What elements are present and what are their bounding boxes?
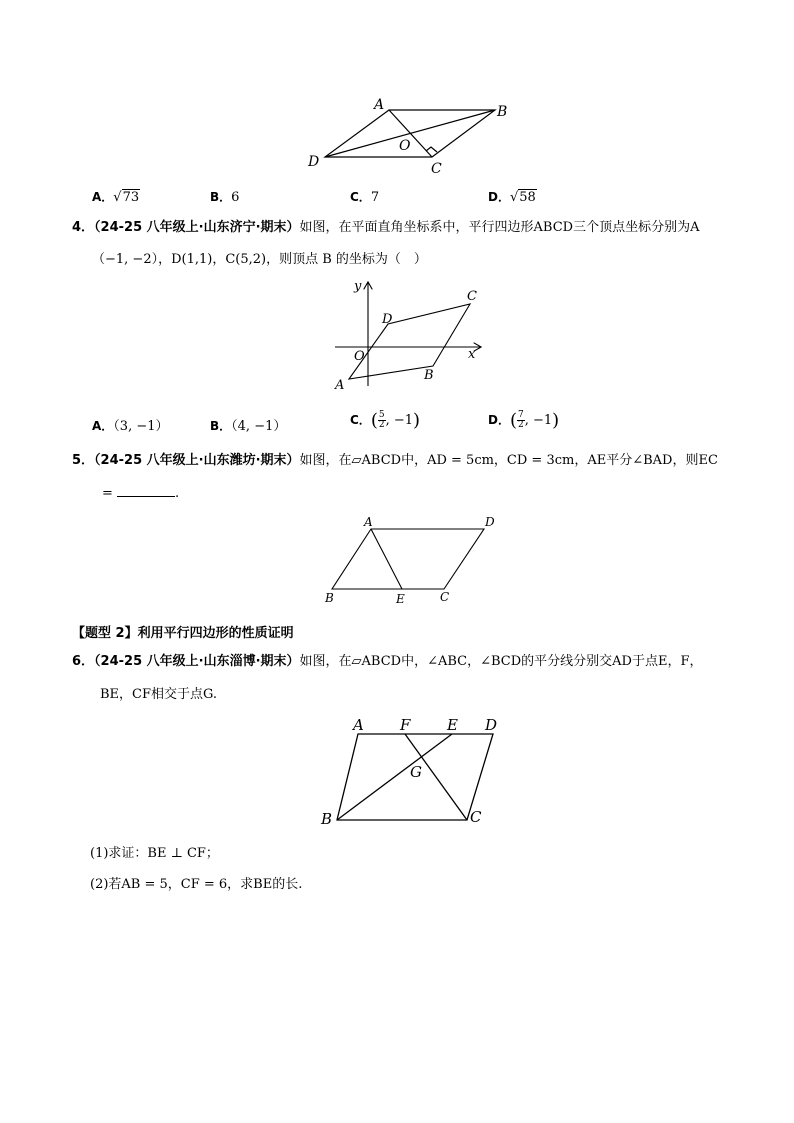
q3-option-b[interactable]: B．6 <box>210 190 240 205</box>
q4-source: （24-25 八年级上·山东济宁·期末） <box>94 220 300 235</box>
q4-label-d: D <box>382 312 393 327</box>
q5-answer-blank[interactable] <box>117 484 175 497</box>
q5-label-e: E <box>396 592 405 606</box>
section-heading-type2: 【题型 2】利用平行四边形的性质证明 <box>72 626 294 641</box>
q4-label-o: O <box>354 349 365 364</box>
q6-sub1: (1)求证：BE ⊥ CF； <box>90 846 219 861</box>
q3-label-a: A <box>374 97 385 113</box>
q4-label-y: y <box>354 279 362 294</box>
q3-option-a[interactable]: A．√73 <box>92 190 140 205</box>
q5-source: （24-25 八年级上·山东潍坊·期末） <box>94 453 300 468</box>
q6-label-d: D <box>485 716 498 734</box>
q4-parallelogram <box>349 304 470 379</box>
q6-label-g: G <box>410 763 422 781</box>
q4-option-a[interactable]: A．（3, −1） <box>92 419 169 434</box>
q6-label-f: F <box>400 716 411 734</box>
q3-label-d: D <box>308 154 320 170</box>
q6-figure <box>315 712 515 832</box>
q4-number: 4． <box>72 220 95 235</box>
q6-label-c: C <box>470 808 482 826</box>
q3-right-angle-mark <box>426 147 437 152</box>
q4-option-b[interactable]: B．（4, −1） <box>210 419 287 434</box>
q3-label-c: C <box>431 161 442 177</box>
q3-label-b: B <box>497 104 508 120</box>
q5-parallelogram <box>332 529 484 589</box>
q4-label-x: x <box>468 347 476 362</box>
q4-label-a: A <box>335 378 345 393</box>
q5-figure <box>320 512 500 607</box>
q6-source: （24-25 八年级上·山东淄博·期末） <box>94 654 300 669</box>
q3-option-d[interactable]: D．√58 <box>488 190 536 205</box>
q5-line1 <box>72 452 718 470</box>
q4-label-b: B <box>424 368 434 383</box>
q6-label-b: B <box>321 810 333 828</box>
q4-label-c: C <box>467 289 477 304</box>
q4-text-1: 如图，在平面直角坐标系中，平行四边形ABCD三个顶点坐标分别为A <box>299 220 700 235</box>
q6-label-a: A <box>353 716 364 734</box>
q5-label-c: C <box>440 590 450 604</box>
q5-number: 5． <box>72 453 95 468</box>
q5-text-1: 如图，在▱ABCD中，AD = 5cm，CD = 3cm，AE平分∠BAD，则EC <box>299 453 718 468</box>
q5-label-d: D <box>485 515 495 529</box>
q6-label-e: E <box>447 716 458 734</box>
q4-line1 <box>72 219 699 237</box>
q6-line2: BE，CF相交于点G. <box>100 687 218 702</box>
q6-number: 6． <box>72 654 95 669</box>
q4-line2: （−1, −2），D(1,1)，C(5,2)，则顶点 B 的坐标为（ ） <box>92 252 427 267</box>
q4-figure <box>330 278 490 396</box>
q5-label-a: A <box>364 515 373 529</box>
q3-option-c[interactable]: C．7 <box>350 190 380 205</box>
q6-text-1: 如图，在▱ABCD中，∠ABC，∠BCD的平分线分别交AD于点E，F， <box>299 654 703 669</box>
q3-figure <box>300 95 520 180</box>
q6-sub2: (2)若AB = 5，CF = 6，求BE的长. <box>90 877 303 892</box>
q5-label-b: B <box>325 591 334 605</box>
q5-segment-ae <box>371 529 402 589</box>
q4-option-d[interactable]: D．( $\frac{7}{2}$ , −1) <box>488 410 560 431</box>
q5-line2: = . <box>102 486 180 501</box>
q6-line1 <box>72 653 702 671</box>
q4-option-c[interactable]: C．( $\frac{5}{2}$ , −1) <box>350 410 421 431</box>
q3-label-o: O <box>399 138 411 154</box>
